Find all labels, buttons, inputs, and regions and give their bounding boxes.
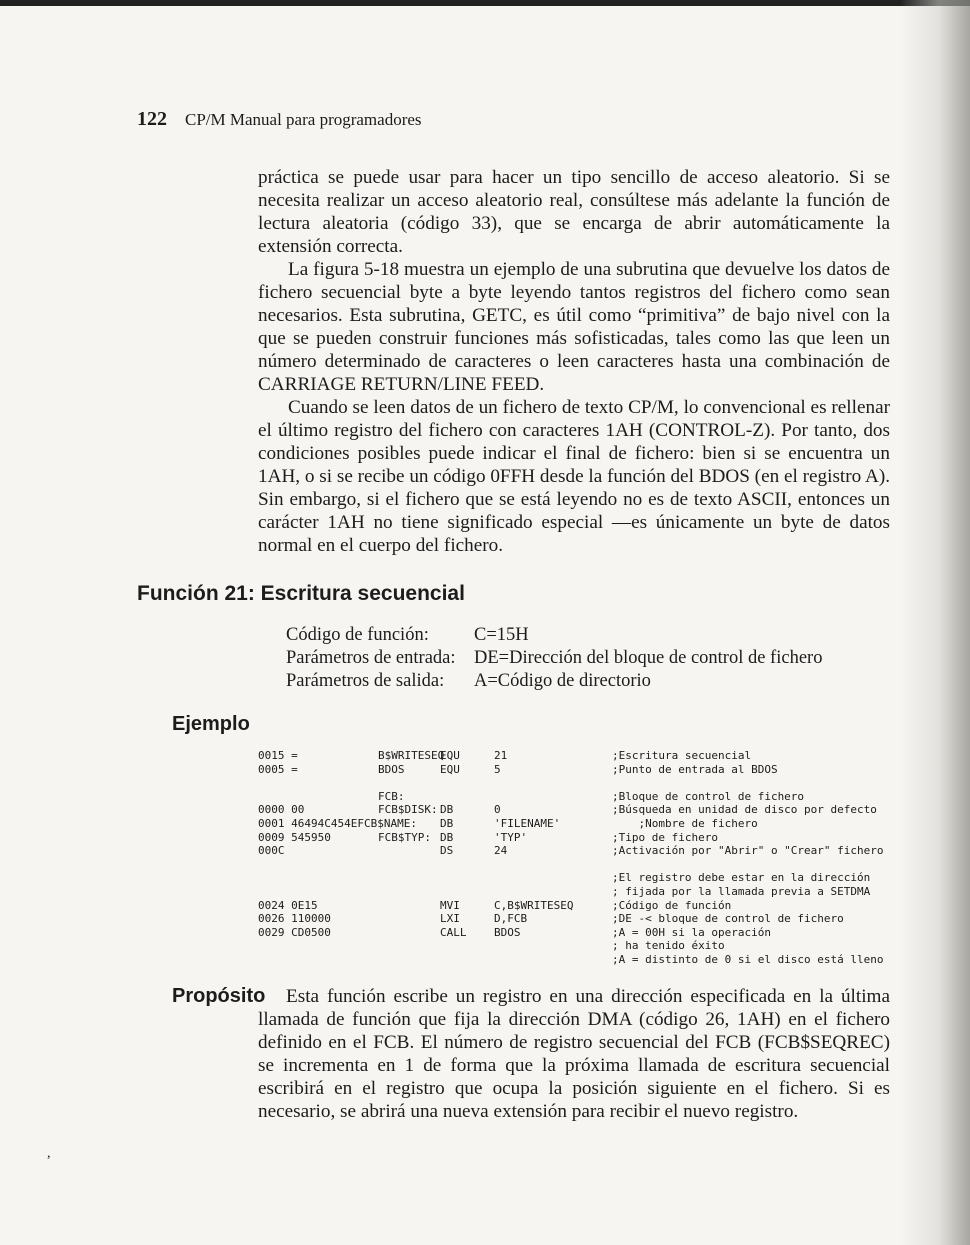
code-field: FCB$TYP:: [378, 830, 431, 844]
code-field: MVI: [440, 898, 460, 912]
code-field: ; ha tenido éxito: [612, 939, 725, 953]
intro-text: [258, 166, 890, 557]
purpose-label: Propósito: [172, 985, 266, 1007]
code-field: ;Punto de entrada al BDOS: [612, 762, 778, 776]
code-field: 000C: [258, 844, 285, 858]
code-field: 0026 110000: [258, 912, 331, 926]
paragraph-2: La figura 5-18 muestra un ejemplo de una subrutina que devuelve los datos de fichero secuencial byte a byte leyendo tantos registros del fichero como sean necesarios. Esta subrutina, GETC, es útil como “primitiva” de bajo nivel con la que se pueden construir funciones más sofisticadas, tales como las que leen un número determinado de caracteres o leen caracteres hasta una combinación de CARRIAGE RETURN/LINE FEED.: [258, 259, 890, 395]
paragraph-3: Cuando se leen datos de un fichero de texto CP/M, lo convencional es rellenar el último registro del fichero con caracteres 1AH (CONTROL-Z). Por tanto, dos condiciones posibles puede indicar el final de fichero: bien si se encuentra un 1AH, o si se recibe un código 0FFH desde la función del BDOS (en el registro A). Sin embargo, si el fichero que se está leyendo no es de texto ASCII, entonces un carácter 1AH no tiene significado especial —es únicamente un byte de datos normal en el cuerpo del fichero.: [258, 397, 891, 556]
code-field: ;Tipo de fichero: [612, 830, 718, 844]
section-heading: Función 21: Escritura secuencial: [137, 582, 465, 605]
code-field: LXI: [440, 912, 460, 926]
code-field: EQU: [440, 749, 460, 762]
code-field: C,B$WRITESEQ: [494, 898, 574, 912]
code-field: ;DE -< bloque de control de fichero: [612, 912, 844, 926]
param-row: Parámetros de entrada: DE=Dirección del bloque de control de fichero: [286, 648, 823, 668]
code-field: 0: [494, 803, 501, 817]
code-field: ; fijada por la llamada previa a SETDMA: [612, 884, 871, 898]
purpose-text: Esta función escribe un registro en una dirección especificada en la última llamada de función que fija la dirección DMA (código 26, 1AH) en el fichero definido en el FCB. El número de registro secuencial del FCB (FCB$SEQREC) se incrementa en 1 de forma que la próxima llamada de escritura secuencial escribirá en el registro que ocupa la posición siguiente en el fichero. Si es necesario, se abrirá una nueva extensión para recibir el nuevo registro.: [258, 986, 890, 1122]
code-field: 0009 545950: [258, 830, 331, 844]
code-field: 0001 46494C454EFCB$NAME:: [258, 816, 417, 830]
code-field: FCB$DISK:: [378, 803, 438, 817]
code-field: DB: [440, 803, 454, 817]
code-field: 0015 =: [258, 749, 298, 762]
code-field: DB: [440, 816, 454, 830]
code-field: ;Nombre de fichero: [612, 816, 758, 830]
parameter-list: [286, 624, 822, 693]
code-field: 24: [494, 844, 508, 858]
code-field: 'FILENAME': [494, 816, 561, 830]
code-field: BDOS: [494, 925, 521, 939]
code-field: ;A = distinto de 0 si el disco está lleno: [612, 952, 884, 966]
code-field: DB: [440, 830, 454, 844]
code-field: 0024 0E15: [258, 898, 318, 912]
code-field: 0000 00: [258, 803, 305, 817]
book-title: CP/M Manual para programadores: [185, 110, 422, 129]
code-field: BDOS: [378, 762, 405, 776]
code-field: ;Activación por "Abrir" o "Crear" fichero: [612, 844, 884, 858]
param-row: Parámetros de salida: A=Código de directorio: [286, 671, 651, 691]
code-field: B$WRITESEQ: [378, 749, 445, 762]
code-field: ;Búsqueda en unidad de disco por defecto: [612, 803, 877, 817]
code-field: EQU: [440, 762, 460, 776]
code-field: DS: [440, 844, 454, 858]
margin-mark: ,: [47, 1146, 51, 1161]
param-row: Código de función: C=15H: [286, 625, 529, 645]
page-number: 122: [137, 108, 167, 130]
paragraph-1: práctica se puede usar para hacer un tipo sencillo de acceso aleatorio. Si se necesita realizar un acceso aleatorio real, consúltese más adelante la función de lectura aleatoria (código 33), que se encarga de abrir automáticamente la extensión correcta.: [258, 167, 890, 257]
code-field: 0005 =: [258, 762, 298, 776]
code-field: D,FCB: [494, 912, 528, 926]
code-field: ;Escritura secuencial: [612, 749, 752, 762]
small-caps-term: CONTROL-Z: [655, 420, 764, 441]
code-field: FCB:: [378, 789, 405, 803]
code-field: 'TYP': [494, 830, 528, 844]
code-field: ;El registro debe estar en la dirección: [612, 871, 871, 885]
code-field: 0029 CD0500: [258, 925, 331, 939]
code-field: 5: [494, 762, 501, 776]
page-binding-shadow: [900, 0, 970, 1245]
code-field: CALL: [440, 925, 467, 939]
scan-top-edge: [0, 0, 970, 6]
example-label: Ejemplo: [172, 713, 250, 735]
code-field: ;Código de función: [612, 898, 732, 912]
code-field: 21: [494, 749, 508, 762]
code-field: ;A = 00H si la operación: [612, 925, 771, 939]
small-caps-term: CARRIAGE RETURN/LINE FEED: [258, 374, 540, 395]
code-field: ;Bloque de control de fichero: [612, 789, 805, 803]
running-header: [137, 108, 422, 131]
